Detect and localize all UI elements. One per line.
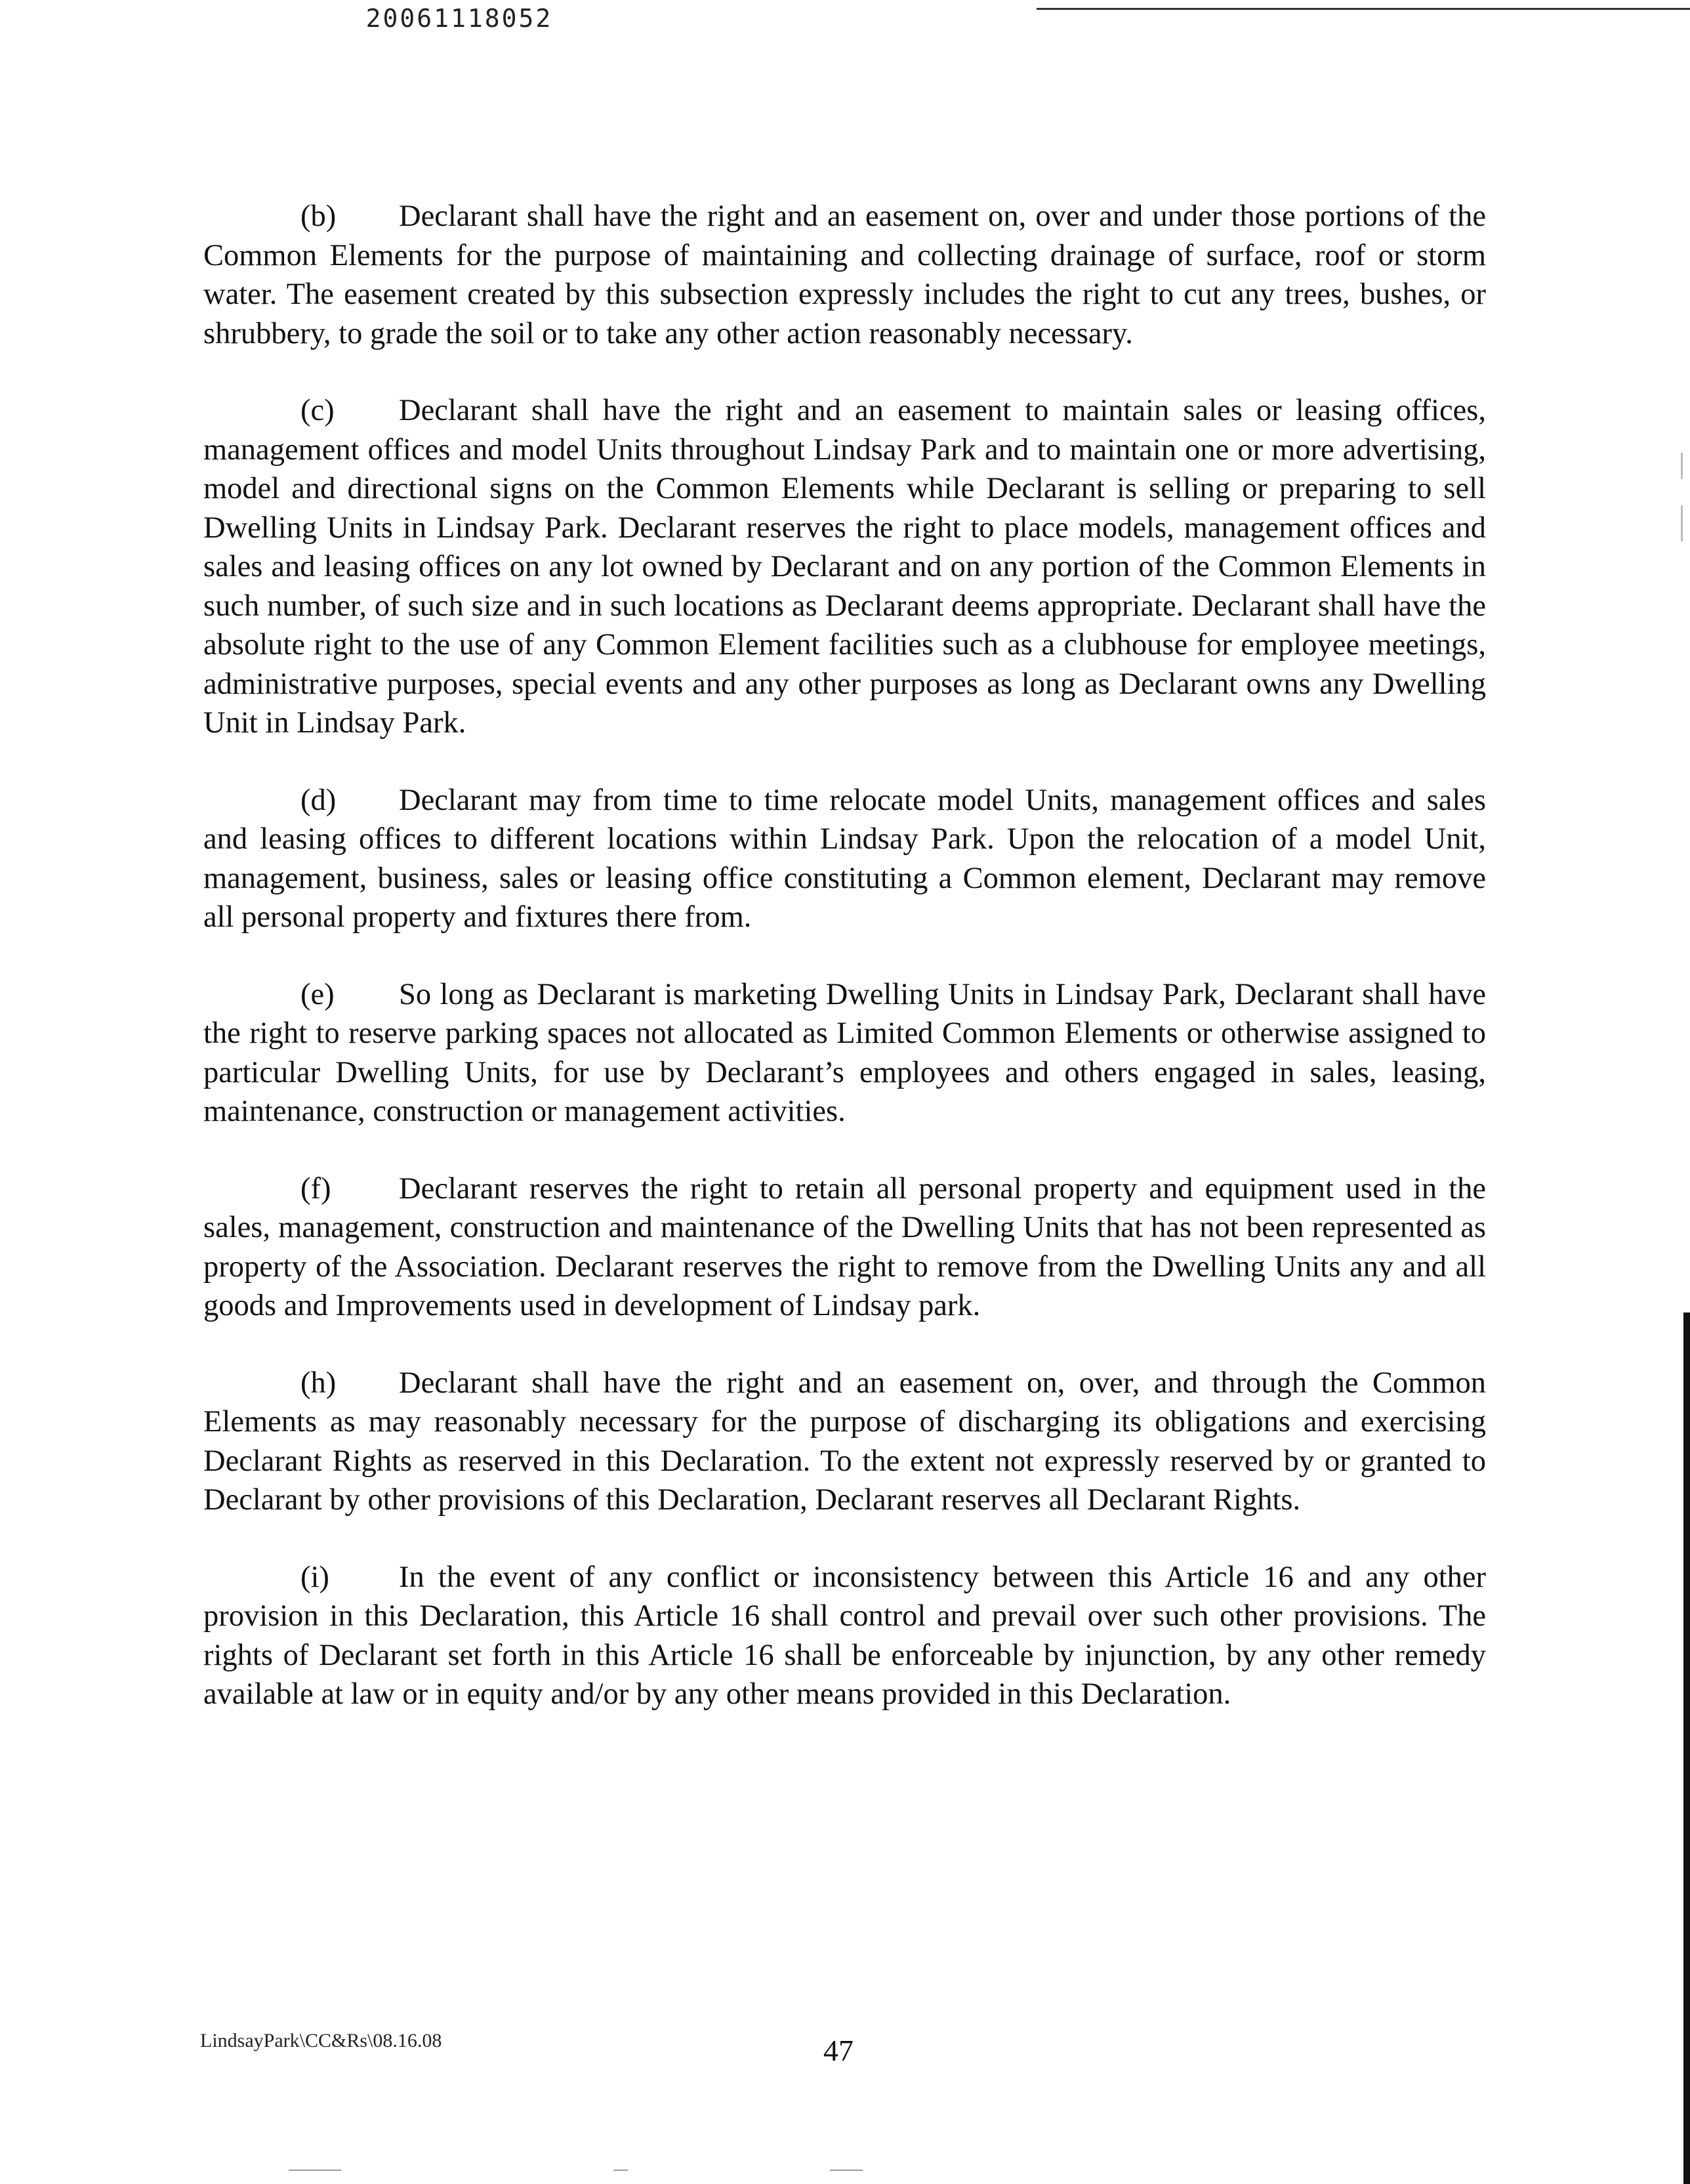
- scan-mark: [1681, 505, 1683, 541]
- paragraph-label: (i): [300, 1560, 329, 1594]
- document-number: 20061118052: [365, 4, 553, 33]
- paragraph-label: (c): [300, 394, 335, 427]
- scan-speck: [613, 2170, 628, 2171]
- paragraph-e: [203, 975, 1486, 1131]
- paragraph-text: Declarant shall have the right and an easement on, over, and through the Common Elements as may reasonably necessary for the purpose of discharging its obligations and exercising Declarant Rights as reserved in this Declaration. To the extent not expressly reserved by or granted to Declarant by other provisions of this Declaration, Declarant reserves all Declarant Rights.: [203, 1366, 1486, 1517]
- paragraph-c: [203, 391, 1486, 743]
- paragraph-text: Declarant reserves the right to retain all personal property and equipment used in the sales, management, construction and maintenance of the Dwelling Units that has not been represented as property of the Association. Declarant reserves the right to remove from the Dwelling Units any and all goods and Improvements used in development of Lindsay park.: [203, 1171, 1486, 1322]
- paragraph-d: [203, 781, 1486, 937]
- page-number: 47: [823, 2034, 854, 2067]
- top-rule: [1037, 8, 1690, 10]
- scan-speck: [289, 2170, 341, 2171]
- paragraph-label: (b): [300, 200, 337, 233]
- paragraph-text: In the event of any conflict or inconsistency between this Article 16 and any other provision in this Declaration, this Article 16 shall control and prevail over such other provisions. The rights of Declarant set forth in this Article 16 shall be enforceable by injunction, by any other remedy available at law or in equity and/or by any other means provided in this Declaration.: [203, 1560, 1486, 1711]
- paragraph-label: (e): [300, 977, 335, 1011]
- paragraph-label: (d): [300, 783, 337, 817]
- paragraph-f: [203, 1169, 1486, 1326]
- paragraph-text: Declarant shall have the right and an easement on, over and under those portions of the Common Elements for the purpose of maintaining and collecting drainage of surface, roof or storm water. The easement created by this subsection expressly includes the right to cut any trees, bushes, or shrubbery, to grade the soil or to take any other action reasonably necessary.: [203, 200, 1486, 350]
- paragraph-text: Declarant may from time to time relocate model Units, management offices and sales and leasing offices to different locations within Lindsay Park. Upon the relocation of a model Unit, management, business, sales or leasing office constituting a Common element, Declarant may remove all personal property and fixtures there from.: [203, 783, 1486, 934]
- scan-mark: [1681, 453, 1683, 479]
- paragraph-i: [203, 1558, 1486, 1714]
- paragraph-h: [203, 1364, 1486, 1520]
- footer-file-reference: LindsayPark\CC&Rs\08.16.08: [200, 2030, 442, 2051]
- paragraph-label: (h): [300, 1366, 337, 1400]
- scan-speck: [830, 2170, 863, 2171]
- document-body: [203, 197, 1486, 1752]
- paragraph-b: [203, 197, 1486, 353]
- paragraph-text: So long as Declarant is marketing Dwelling Units in Lindsay Park, Declarant shall have the right to reserve parking spaces not allocated as Limited Common Elements or otherwise assigned to particular Dwelling Units, for use by Declarant’s employees and others engaged in sales, leasing, maintenance, construction or management activities.: [203, 977, 1486, 1128]
- scan-edge: [1683, 1312, 1690, 2184]
- paragraph-label: (f): [300, 1171, 331, 1206]
- paragraph-text: Declarant shall have the right and an easement to maintain sales or leasing offices, management offices and model Units throughout Lindsay Park and to maintain one or more advertising, model and directional signs on the Common Elements while Declarant is selling or preparing to sell Dwelling Units in Lindsay Park. Declarant reserves the right to place models, management offices and sales and leasing offices on any lot owned by Declarant and on any portion of the Common Elements in such number, of such size and in such locations as Declarant deems appropriate. Declarant shall have the absolute right to the use of any Common Element facilities such as a clubhouse for employee meetings, administrative purposes, special events and any other purposes as long as Declarant owns any Dwelling Unit in Lindsay Park.: [203, 394, 1486, 740]
